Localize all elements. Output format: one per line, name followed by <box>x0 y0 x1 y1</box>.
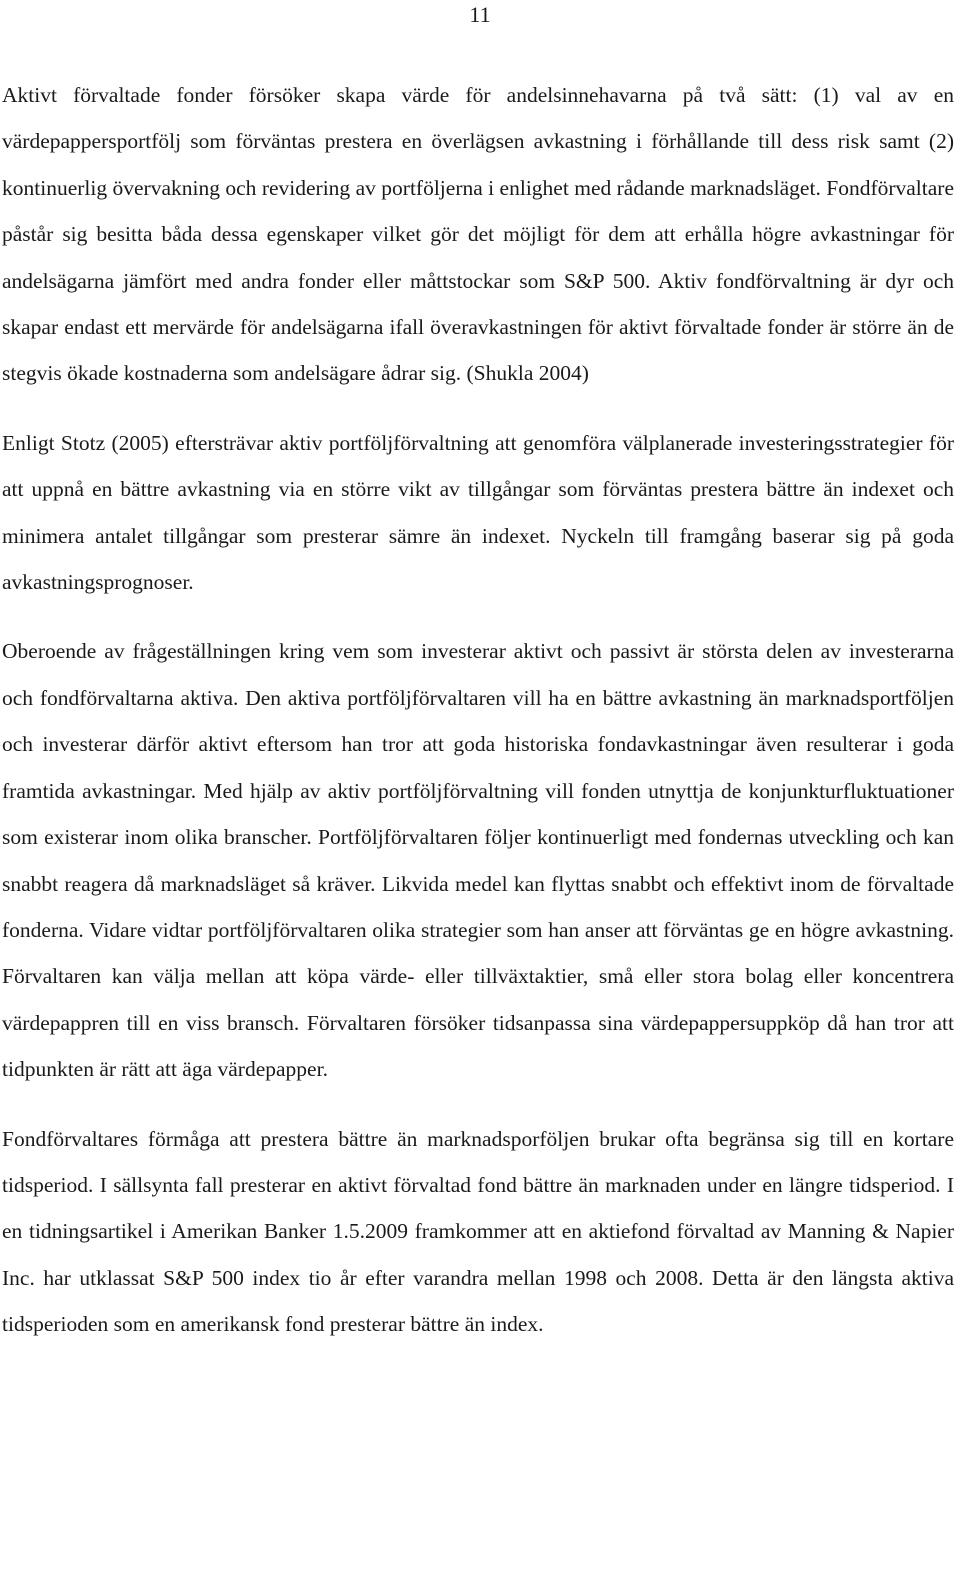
page-number: 11 <box>469 2 491 27</box>
paragraph-active-funds-value: Aktivt förvaltade fonder försöker skapa värde för andelsinnehavarna på två sätt: (1) val av en värdepappersportfölj som förväntas prestera en överlägsen avkastning i förhållande till dess risk samt (2) kontinuerlig övervakning och revidering av portföljerna i enlighet med rådande marknadsläget. Fondförvaltare påstår sig besitta båda dessa egenskaper vilket gör det möjligt för dem att erhålla högre avkastningar för andelsägarna jämfört med andra fonder eller måttstockar som S&P 500. Aktiv fondförvaltning är dyr och skapar endast ett mervärde för andelsägarna ifall överavkastningen för aktivt förvaltade fonder är större än de stegvis ökade kostnaderna som andelsägare ådrar sig. (Shukla 2004) <box>2 83 954 386</box>
paragraph-stotz-2005: Enligt Stotz (2005) eftersträvar aktiv portföljförvaltning att genomföra välplanerade investeringsstrategier för att uppnå en bättre avkastning via en större vikt av tillgångar som förväntas prestera bättre än indexet och minimera antalet tillgångar som presterar sämre än indexet. Nyckeln till framgång baserar sig på goda avkastningsprognoser. <box>2 430 954 595</box>
paragraph-manager-performance: Fondförvaltares förmåga att prestera bättre än marknadsporföljen brukar ofta begränsa sig till en kortare tidsperiod. I sällsynta fall presterar en aktivt förvaltad fond bättre än marknaden under en längre tidsperiod. I en tidningsartikel i Amerikan Banker 1.5.2009 framkommer att en aktiefond förvaltad av Manning & Napier Inc. har utklassat S&P 500 index tio år efter varandra mellan 1998 och 2008. Detta är den längsta aktiva tidsperioden som en amerikansk fond presterar bättre än index. <box>2 1126 954 1337</box>
paragraph-active-portfolio-manager: Oberoende av frågeställningen kring vem som investerar aktivt och passivt är största delen av investerarna och fondförvaltarna aktiva. Den aktiva portföljförvaltaren vill ha en bättre avkastning än marknadsportföljen och investerar därför aktivt eftersom han tror att goda historiska fondavkastningar även resulterar i goda framtida avkastningar. Med hjälp av aktiv portföljförvaltning vill fonden utnyttja de konjunkturfluktuationer som existerar inom olika branscher. Portföljförvaltaren följer kontinuerligt med fondernas utveckling och kan snabbt reagera då marknadsläget så kräver. Likvida medel kan flyttas snabbt och effektivt inom de förvaltade fonderna. Vidare vidtar portföljförvaltaren olika strategier som han anser att förväntas ge en högre avkastning. Förvaltaren kan välja mellan att köpa värde- eller tillväxtaktier, små eller stora bolag eller koncentrera värdepappren till en viss bransch. Förvaltaren försöker tidsanpassa sina värdepappersuppköp då han tror att tidpunkten är rätt att äga värdepapper. <box>2 639 954 1082</box>
body-text <box>2 72 954 1371</box>
